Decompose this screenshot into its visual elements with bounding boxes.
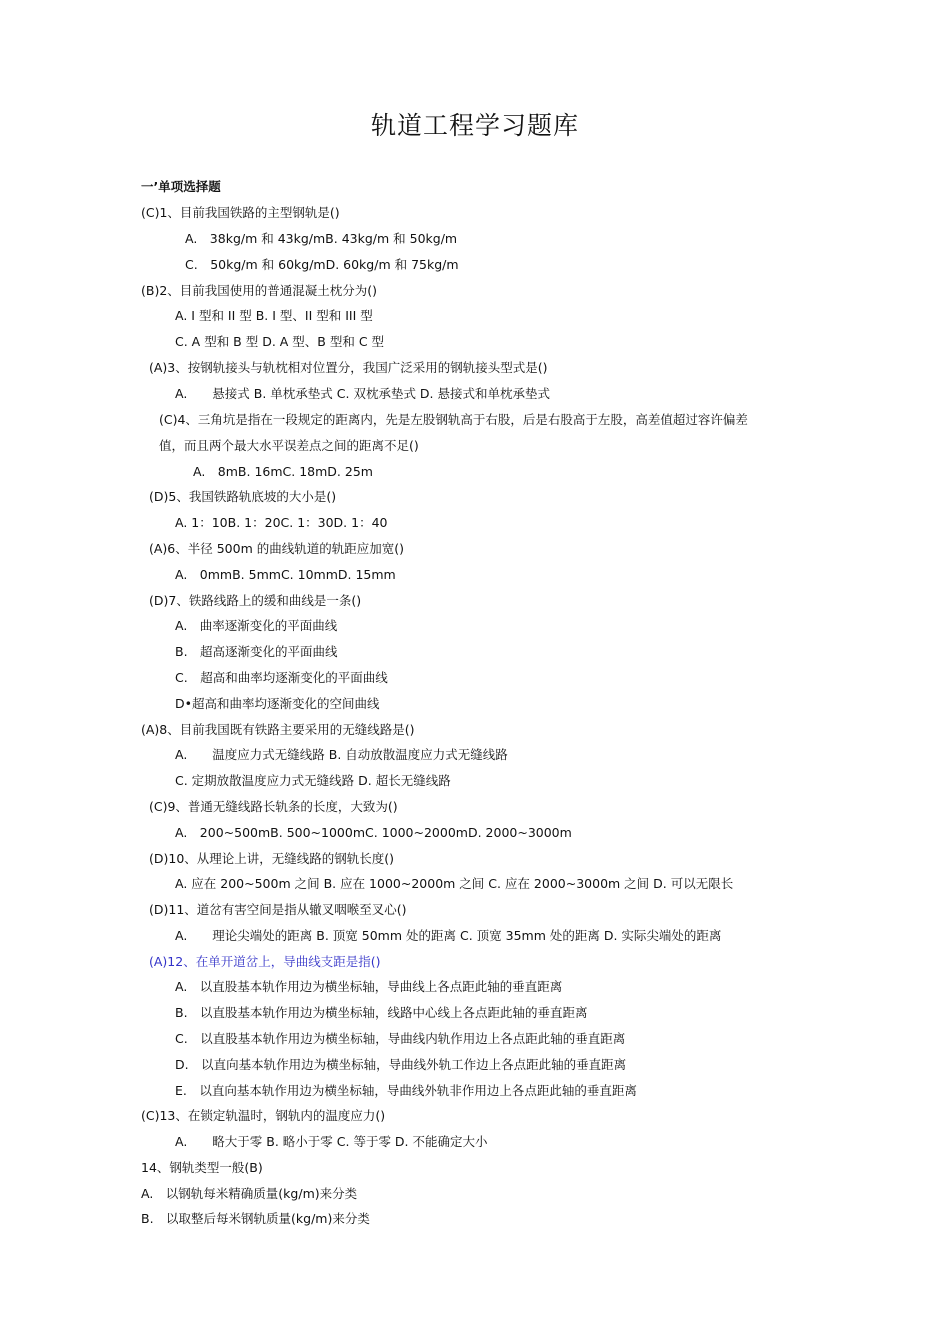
section-heading: 一’单项选择题	[141, 179, 221, 194]
question-12-option-4: D. 以直向基本轨作用边为横坐标轴，导曲线外轨工作边上各点距此轴的垂直距离	[175, 1057, 627, 1072]
question-2-option-2: C. A 型和 B 型 D. A 型、B 型和 C 型	[175, 334, 385, 349]
question-12-option-3: C. 以直股基本轨作用边为横坐标轴，导曲线内轨作用边上各点距此轴的垂直距离	[175, 1031, 626, 1046]
question-1-option-1: A. 38kg/m 和 43kg/mB. 43kg/m 和 50kg/m	[185, 231, 458, 246]
question-10-option-1: A. 应在 200~500m 之间 B. 应在 1000~2000m 之间 C. 应在 2000~3000m 之间 D. 可以无限长	[175, 876, 734, 891]
question-4-option-1: A. 8mB. 16mC. 18mD. 25m	[193, 464, 373, 479]
question-9-option-1: A. 200~500mB. 500~1000mC. 1000~2000mD. 2000~3000m	[175, 825, 572, 840]
question-14-stem: 14、钢轨类型一般(B)	[141, 1160, 263, 1175]
question-10-stem: (D)10、从理论上讲，无缝线路的钢轨长度()	[149, 851, 395, 866]
question-4-stem-line-1: (C)4、三角坑是指在一段规定的距离内，先是左股钢轨高于右股，后是右股高于左股，高差值超过容许偏差	[159, 412, 748, 427]
question-4-stem-line-2: 值，而且两个最大水平误差点之间的距离不足()	[159, 438, 419, 453]
question-6-stem: (A)6、半径 500m 的曲线轨道的轨距应加宽()	[149, 541, 404, 556]
question-8-stem: (A)8、目前我国既有铁路主要采用的无缝线路是()	[141, 722, 415, 737]
question-12-stem: (A)12、在单开道岔上，导曲线支距是指()	[149, 954, 381, 969]
question-9-stem: (C)9、普通无缝线路长轨条的长度，大致为()	[149, 799, 398, 814]
question-7-option-4: D•超高和曲率均逐渐变化的空间曲线	[175, 696, 380, 711]
question-11-stem: (D)11、道岔有害空间是指从辙叉咽喉至叉心()	[149, 902, 407, 917]
question-3-option-1: A. 悬接式 B. 单枕承垫式 C. 双枕承垫式 D. 悬接式和单枕承垫式	[175, 386, 550, 401]
question-2-stem: (B)2、目前我国使用的普通混凝土枕分为()	[141, 283, 378, 298]
question-5-option-1: A. 1：10B. 1：20C. 1：30D. 1：40	[175, 515, 388, 530]
question-8-option-2: C. 定期放散温度应力式无缝线路 D. 超长无缝线路	[175, 773, 451, 788]
question-2-option-1: A. I 型和 II 型 B. I 型、II 型和 III 型	[175, 308, 373, 323]
question-5-stem: (D)5、我国铁路轨底坡的大小是()	[149, 489, 337, 504]
page-title: 轨道工程学习题库	[370, 111, 579, 140]
question-7-option-2: B. 超高逐渐变化的平面曲线	[175, 644, 338, 659]
question-13-stem: (C)13、在锁定轨温时，钢轨内的温度应力()	[141, 1108, 386, 1123]
question-1-stem: (C)1、目前我国铁路的主型钢轨是()	[141, 205, 340, 220]
question-11-option-1: A. 理论尖端处的距离 B. 顶宽 50mm 处的距离 C. 顶宽 35mm 处的距离 D. 实际尖端处的距离	[175, 928, 722, 943]
question-8-option-1: A. 温度应力式无缝线路 B. 自动放散温度应力式无缝线路	[175, 747, 508, 762]
question-13-option-1: A. 略大于零 B. 略小于零 C. 等于零 D. 不能确定大小	[175, 1134, 488, 1149]
question-12-option-2: B. 以直股基本轨作用边为横坐标轴，线路中心线上各点距此轴的垂直距离	[175, 1005, 588, 1020]
question-12-option-5: E. 以直向基本轨作用边为横坐标轴，导曲线外轨非作用边上各点距此轴的垂直距离	[175, 1083, 637, 1098]
question-7-option-1: A. 曲率逐渐变化的平面曲线	[175, 618, 338, 633]
question-7-option-3: C. 超高和曲率均逐渐变化的平面曲线	[175, 670, 388, 685]
question-14-option-2: B. 以取整后每米钢轨质量(kg/m)来分类	[141, 1211, 370, 1226]
question-3-stem: (A)3、按钢轨接头与轨枕相对位置分，我国广泛采用的钢轨接头型式是()	[149, 360, 548, 375]
question-6-option-1: A. 0mmB. 5mmC. 10mmD. 15mm	[175, 567, 396, 582]
question-1-option-2: C. 50kg/m 和 60kg/mD. 60kg/m 和 75kg/m	[185, 257, 459, 272]
question-7-stem: (D)7、铁路线路上的缓和曲线是一条()	[149, 593, 362, 608]
question-12-option-1: A. 以直股基本轨作用边为横坐标轴，导曲线上各点距此轴的垂直距离	[175, 979, 563, 994]
question-14-option-1: A. 以钢轨每米精确质量(kg/m)来分类	[141, 1186, 358, 1201]
